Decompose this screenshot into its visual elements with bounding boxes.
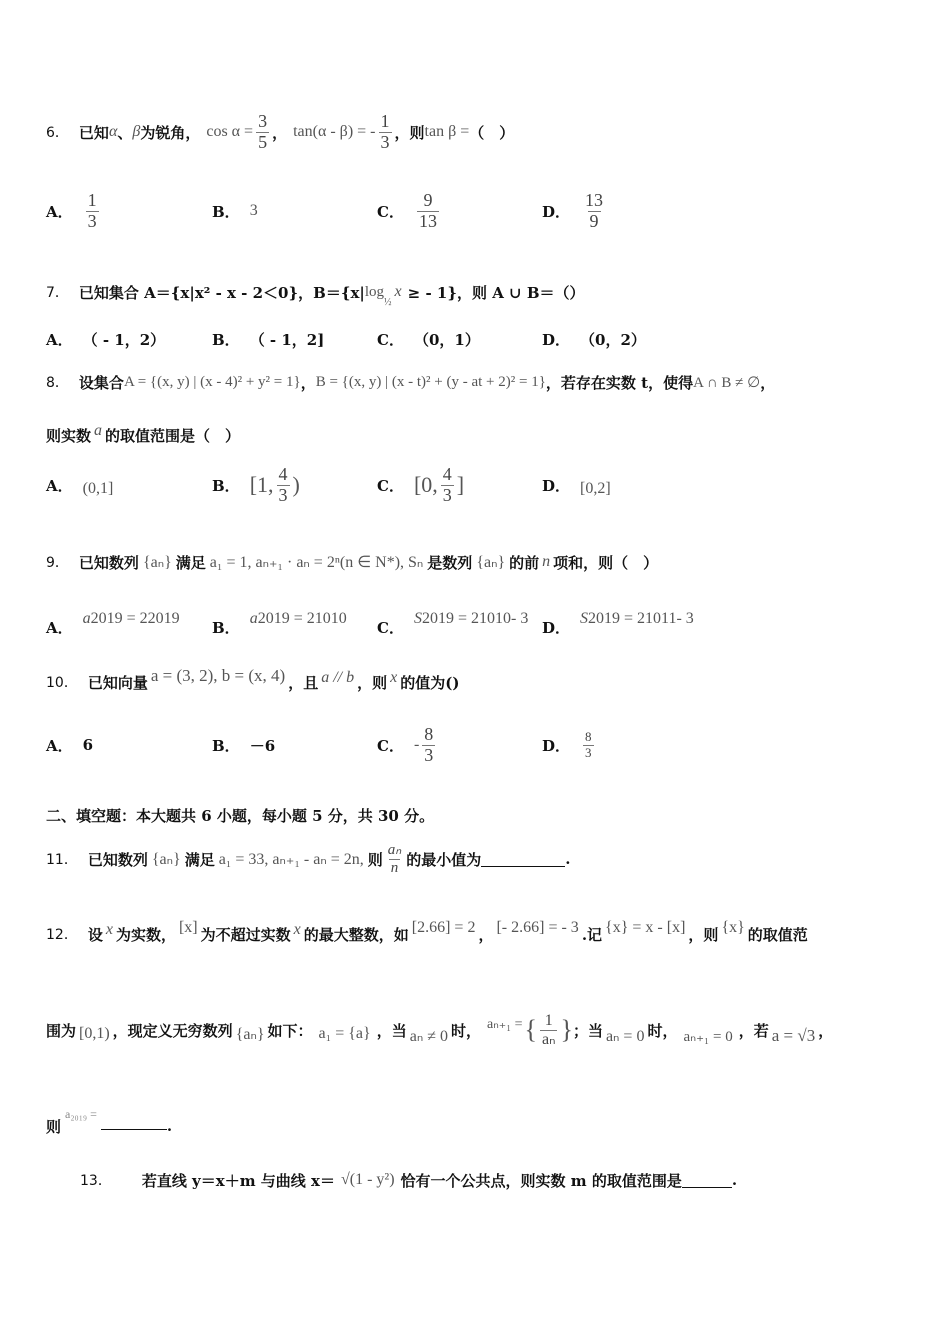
question-8-line-2: 则实数 a 的取值范围是（ ） [46, 422, 241, 445]
answer-blank[interactable] [682, 1173, 732, 1188]
question-12-line-3: 则 a₂₀₁₉ = . [46, 1106, 173, 1136]
option-d[interactable]: D． $\frac{8}{3}$ [542, 729, 592, 760]
question-12: 12． 设 x 为实数， [x] 为不超过实数 x 的最大整数，如 [2.66] = 2 ， [- 2.66] = - 3 .记 {x} = x - [x] ，则 {x} 的取值范 [46, 919, 808, 944]
option-a[interactable]: A． a 2019 = 2 2019 [46, 610, 180, 637]
option-a[interactable]: A． （ - 1，2） [46, 330, 166, 349]
option-c[interactable]: C． （0，1） [377, 330, 480, 349]
option-d[interactable]: D． [0,2] [542, 476, 611, 497]
option-c[interactable]: C． - $\frac{8}{3}$ [377, 723, 434, 765]
option-b[interactable]: B． a 2019 = 2 1010 [212, 610, 347, 637]
option-a[interactable]: A． (0,1] [46, 476, 114, 497]
question-13: 13． 若直线 y＝x＋m 与曲线 x＝ √(1 - y²) 恰有一个公共点，则实数 m 的取值范围是 . [80, 1171, 738, 1190]
option-b[interactable]: B． [1, $\frac{4}{3}$ ) [212, 463, 300, 505]
question-6: 6． 已知 α 、 β 为锐角， cos α = $\frac{3}{5}$ ， tan(α - β) = - $\frac{1}{3}$ ，则 tan β = （ ） [46, 110, 515, 152]
question-7: 7． 已知集合 A＝{x|x² - x - 2＜0}，B＝{x| log ½ x ≥ - 1}，则 A ∪ B＝（） [46, 283, 585, 308]
section-heading: 二、填空题：本大题共 6 小题，每小题 5 分，共 30 分。 [46, 806, 435, 825]
option-d[interactable]: D． S 2019 = 2 1011 - 3 [542, 610, 694, 637]
option-b[interactable]: B． －6 [212, 736, 276, 755]
option-c[interactable]: C． $\frac{9}{13}$ [377, 189, 437, 231]
option-b[interactable]: B． 3 [212, 202, 258, 221]
question-number: 6． [46, 125, 69, 141]
question-8: 8． 设集合 A = {(x, y) | (x - 4)² + y² = 1} ， B = {(x, y) | (x - t)² + (y - at + 2)² = 1} ，若存在实数 t，使得 A ∩ B ≠ ∅ ， [46, 373, 776, 392]
question-11: 11． 已知数列 {aₙ} 满足 a₁ = 33, aₙ₊₁ - aₙ = 2n, 则 $\frac{\text{aₙ}}{n}$ 的最小值为 . [46, 842, 571, 876]
option-a[interactable]: A． 6 [46, 736, 94, 755]
option-b[interactable]: B． （ - 1，2] [212, 330, 325, 349]
option-c[interactable]: C． S 2019 = 2 1010 - 3 [377, 610, 529, 637]
option-d[interactable]: D． （0，2） [542, 330, 646, 349]
option-a[interactable]: A． $\frac{1}{3}$ [46, 189, 97, 231]
question-10: 10． 已知向量 a = (3, 2), b = (x, 4) ，且 a // b ，则 x 的值为() [46, 666, 460, 692]
option-d[interactable]: D． $\frac{13}{9}$ [542, 189, 604, 231]
option-c[interactable]: C． [0, $\frac{4}{3}$ ] [377, 463, 465, 505]
question-12-line-2: 围为 [0,1) ，现定义无穷数列 {aₙ} 如下： a₁ = {a} ，当 aₙ ≠ 0 时， aₙ₊₁ = { $\frac{1}{\text{aₙ}}$ } ；当 aₙ = 0 时， aₙ₊₁ = 0 ，若 a = √3 ， [46, 1011, 834, 1048]
answer-blank[interactable] [481, 852, 565, 867]
fraction: $\frac{3}{5}$ [258, 110, 268, 152]
answer-blank[interactable] [101, 1115, 167, 1130]
fraction: $\frac{1}{3}$ [380, 110, 390, 152]
question-9: 9． 已知数列 {aₙ} 满足 a₁ = 1, aₙ₊₁ · aₙ = 2ⁿ(n ∈ N*), Sₙ 是数列 {aₙ} 的前 n 项和，则（ ） [46, 553, 659, 572]
